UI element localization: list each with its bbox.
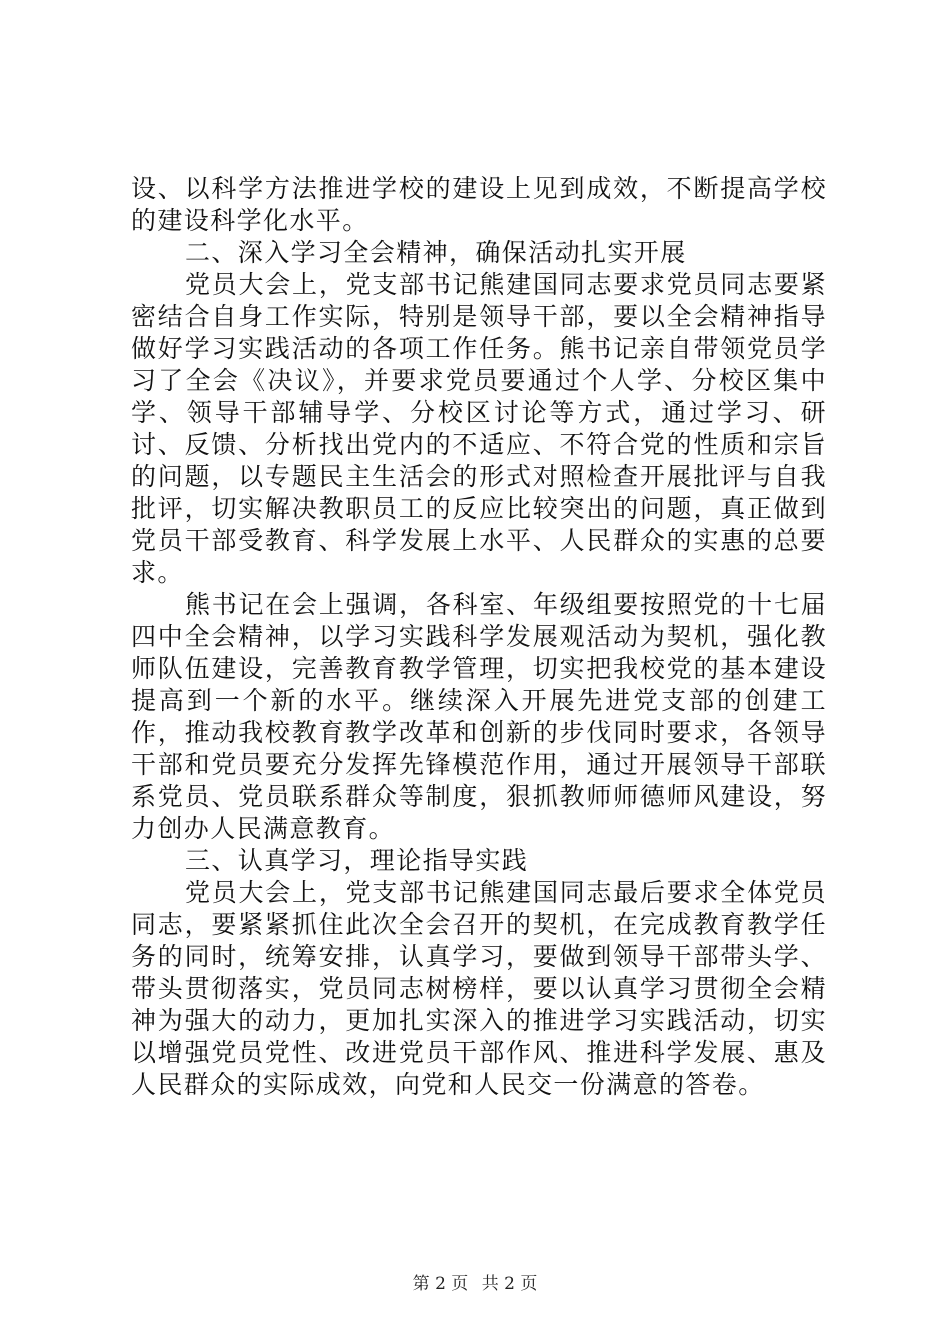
page-footer — [0, 1273, 950, 1295]
paragraph: 熊书记在会上强调，各科室、年级组要按照党的十七届四中全会精神，以学习实践科学发展观活动为契机，强化教师队伍建设，完善教育教学管理，切实把我校党的基本建设提高到一个新的水平。继续深入开展先进党支部的创建工作，推动我校教育教学改革和创新的步伐同时要求，各领导干部和党员要充分发挥先锋模范作用，通过开展领导干部联系党员、党员联系群众等制度，狠抓教师师德师风建设，努力创办人民满意教育。 — [131, 590, 827, 843]
section-heading-2: 二、深入学习全会精神，确保活动扎实开展 — [185, 238, 687, 267]
paragraph: 党员大会上，党支部书记熊建国同志最后要求全体党员同志，要紧紧抓住此次全会召开的契机，在完成教育教学任务的同时，统筹安排，认真学习，要做到领导干部带头学、带头贯彻落实，党员同志树榜样，要以认真学习贯彻全会精神为强大的动力，更加扎实深入的推进学习实践活动，切实以增强党员党性、改进党员干部作风、推进科学发展、惠及人民群众的实际成效，向党和人民交一份满意的答卷。 — [131, 878, 827, 1099]
section-heading-3: 三、认真学习，理论指导实践 — [185, 846, 529, 875]
page-total: 共 2 页 — [481, 1274, 538, 1294]
paragraph-continuation: 设、以科学方法推进学校的建设上见到成效，不断提高学校的建设科学化水平。 — [131, 174, 827, 235]
document-body — [131, 173, 827, 1101]
page-number: 第 2 页 — [412, 1274, 469, 1294]
paragraph: 党员大会上，党支部书记熊建国同志要求党员同志要紧密结合自身工作实际，特别是领导干部，要以全会精神指导做好学习实践活动的各项工作任务。熊书记亲自带领党员学习了全会《决议》，并要求党员要通过个人学、分校区集中学、领导干部辅导学、分校区讨论等方式，通过学习、研讨、反馈、分析找出党内的不适应、不符合党的性质和宗旨的问题，以专题民主生活会的形式对照检查开展批评与自我批评，切实解决教职员工的反应比较突出的问题，真正做到党员干部受教育、科学发展上水平、人民群众的实惠的总要求。 — [131, 270, 827, 587]
